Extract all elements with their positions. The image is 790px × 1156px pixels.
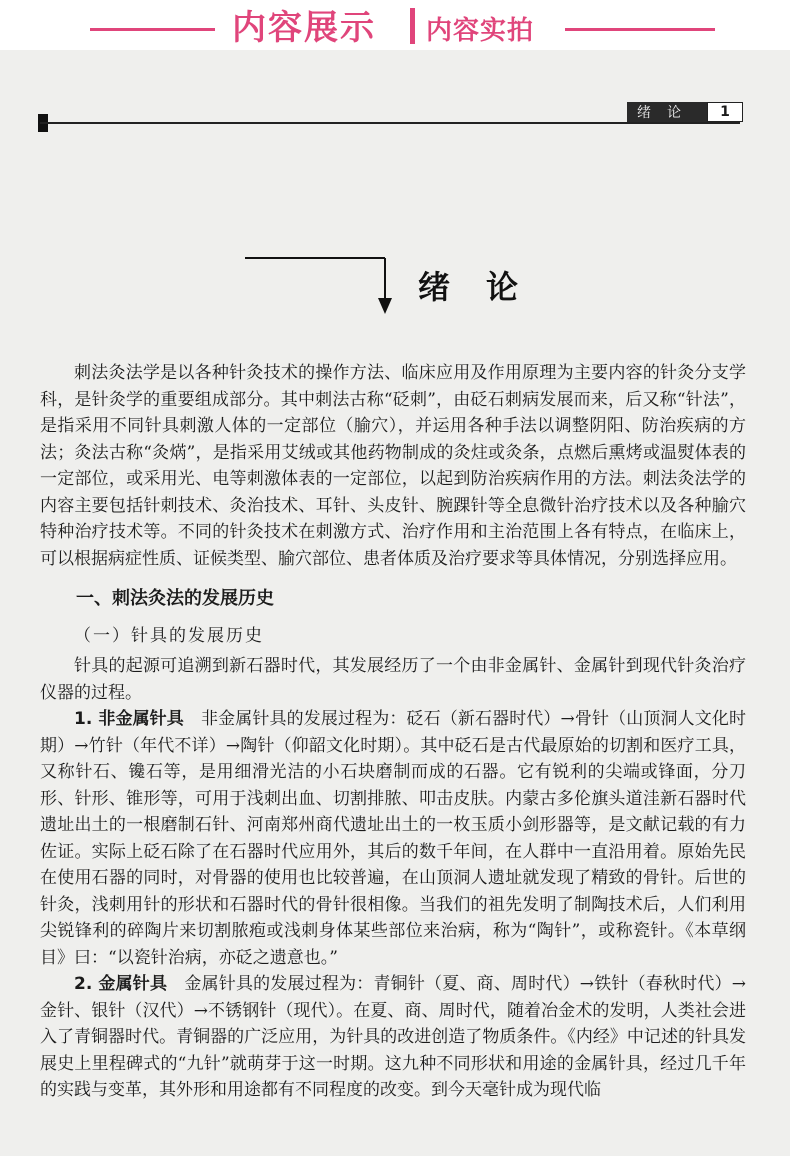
item2-text: 金属针具的发展过程为：青铜针（夏、商、周时代）→铁针（春秋时代）→金针、银针（汉代）→不锈钢针（现代）。在夏、商、周时代，随着冶金术的发明，人类社会进入了青铜器时代。青铜器的广泛应用，为针具的改进创造了物质条件。《内经》中记述的针具发展史上里程碑式的“九针”就萌芽于这一时期。这九种不同形状和用途的金属针具，经过几千年的实践与变革，其外形和用途都有不同程度的改变。到今天毫针成为现代临 — [40, 974, 746, 1100]
item1-lead: 1. 非金属针具 — [74, 709, 184, 729]
item2-lead: 2. 金属针具 — [74, 974, 168, 994]
subsection-heading: （一）针具的发展历史 — [74, 625, 264, 646]
body-text — [40, 360, 746, 1104]
top-banner — [0, 0, 790, 50]
running-header-chapter: 绪论 — [627, 102, 707, 122]
subsection-intro-paragraph: 针具的起源可追溯到新石器时代，其发展经历了一个由非金属针、金属针到现代针灸治疗仪器的过程。 — [40, 656, 746, 703]
book-page — [0, 50, 790, 1156]
intro-paragraph: 刺法灸法学是以各种针灸技术的操作方法、临床应用及作用原理为主要内容的针灸分支学科，是针灸学的重要组成部分。其中刺法古称“砭刺”，由砭石刺病发展而来，后又称“针法”，是指采用不同针具刺激人体的一定部位（腧穴），并运用各种手法以调整阴阳、防治疾病的方法；灸法古称“灸焫”，是指采用艾绒或其他药物制成的灸炷或灸条，点燃后熏烤或温熨体表的一定部位，或采用光、电等刺激体表的一定部位，以起到防治疾病作用的方法。刺法灸法学的内容主要包括针刺技术、灸治技术、耳针、头皮针、腕踝针等全息微针治疗技术以及各种腧穴特种治疗技术等。不同的针灸技术在刺激方式、治疗作用和主治范围上各有特点，在临床上，可以根据病症性质、证候类型、腧穴部位、患者体质及治疗要求等具体情况，分别选择应用。 — [40, 363, 746, 569]
banner-title-sub: 内容实拍 — [426, 16, 535, 46]
item1-text: 非金属针具的发展过程为：砭石（新石器时代）→骨针（山顶洞人文化时期）→竹针（年代不详）→陶针（仰韶文化时期）。其中砭石是古代最原始的切割和医疗工具，又称针石、镵石等，是用细滑光洁的小石块磨制而成的石器。它有锐利的尖端或锋面，分刀形、针形、锥形等，可用于浅刺出血、切割排脓、叩击皮肤。内蒙古多伦旗头道洼新石器时代遗址出土的一根磨制石针、河南郑州商代遗址出土的一枚玉质小剑形器等，是文献记载的有力佐证。实际上砭石除了在石器时代应用外，其后的数千年间，在人群中一直沿用着。原始先民在使用石器的同时，对骨器的使用也比较普遍，在山顶洞人遗址就发现了精致的骨针。后世的针灸，浅刺用针的形状和石器时代的骨针很相像。当我们的祖先发明了制陶技术后，人们利用尖锐锋利的碎陶片来切割脓疱或浅刺身体某些部位来治病，称为“陶针”，或称瓷针。《本草纲目》曰：“以瓷针治病，亦砭之遗意也。” — [40, 709, 746, 968]
banner-title-main: 内容展示 — [232, 8, 376, 48]
chapter-arrow-icon — [245, 256, 405, 316]
banner-left-line — [90, 28, 215, 31]
header-rule — [40, 122, 740, 124]
banner-divider — [410, 8, 415, 44]
banner-right-line — [565, 28, 715, 31]
page-number: 1 — [707, 102, 743, 122]
chapter-title: 绪论 — [418, 268, 555, 306]
section-heading: 一、刺法灸法的发展历史 — [76, 588, 274, 609]
item1-paragraph — [40, 706, 746, 971]
item2-paragraph — [40, 971, 746, 1104]
